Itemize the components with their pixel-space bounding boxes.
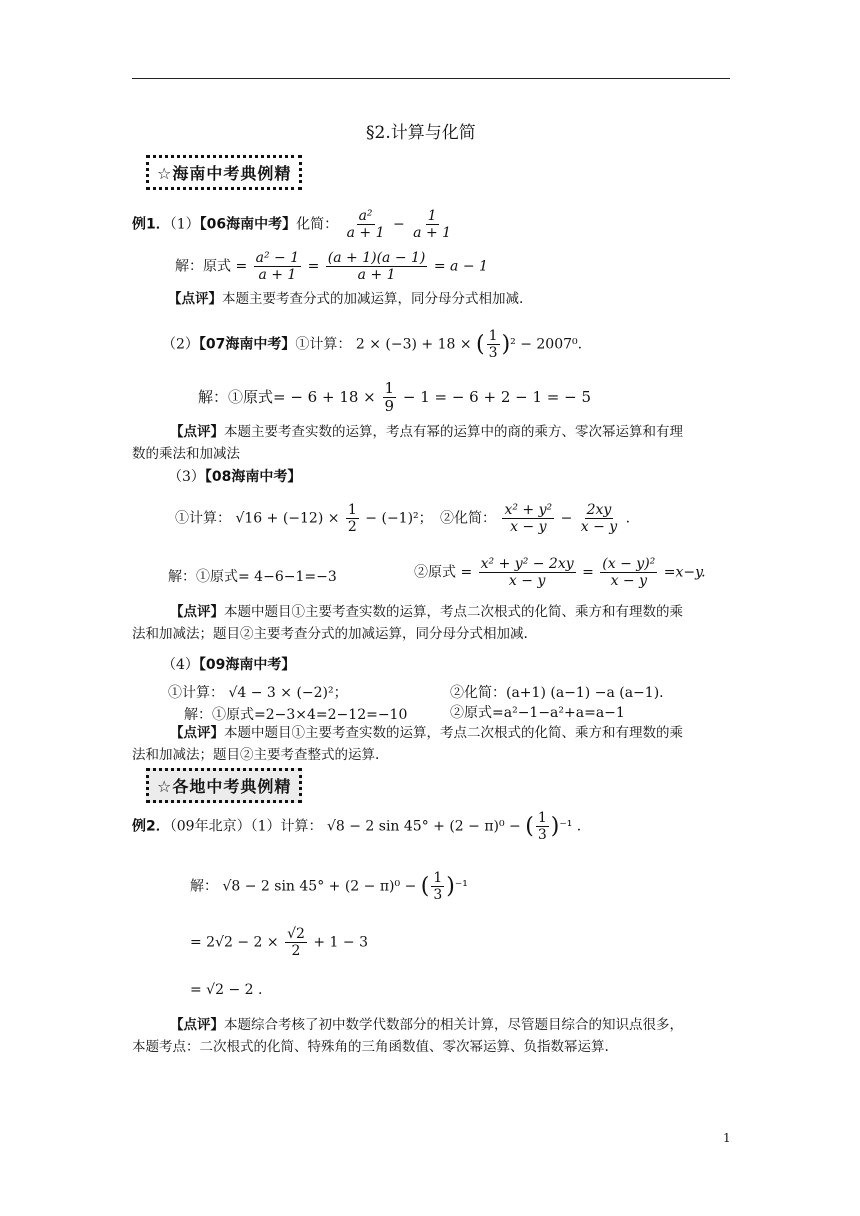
exam-tag: 【08海南中考】: [204, 469, 302, 485]
exam-tag: 【06海南中考】: [199, 216, 297, 233]
solution-result: =x−y.: [663, 564, 706, 581]
fraction: [536, 810, 549, 843]
expression: 2 × (−3) + 18 ×: [355, 336, 472, 353]
fraction-numerator: x² + y²: [504, 502, 553, 518]
example1-solution2: [198, 380, 591, 416]
fraction: [345, 208, 387, 241]
comment-1: [168, 288, 523, 310]
fraction: [346, 502, 359, 535]
example1-question4-task1: ①计算： √4 − 3 × (−2)²；: [168, 685, 348, 701]
comment-3: [132, 601, 683, 645]
comment-text: 本题中题目①主要考查实数的运算，考点二次根式的化简、乘方和有理数的乘: [224, 604, 683, 620]
fraction: [579, 502, 619, 535]
task-text: ①计算：: [175, 510, 231, 527]
part-prefix: （2）: [162, 336, 199, 353]
comment-text: 数的乘法和加减法: [132, 446, 240, 462]
expression: ⁻¹ .: [559, 818, 582, 835]
paren-close: ): [446, 874, 455, 900]
part-prefix: （1）: [169, 216, 200, 233]
comment-4: [132, 722, 683, 766]
task-text: （09年北京）（1）计算：: [169, 818, 323, 835]
expression: √8 − 2 sin 45° + (2 − π)⁰ −: [326, 818, 521, 835]
part-prefix: （3）: [168, 469, 205, 485]
solution-lead: 解：原式 =: [175, 258, 248, 275]
expression: ⁻¹: [454, 878, 468, 895]
fraction-denominator: a + 1: [258, 267, 297, 284]
fraction: [411, 208, 453, 241]
fraction-numerator: (x − y)²: [602, 556, 656, 572]
comment-5: [132, 1014, 683, 1058]
example2-question: [132, 810, 581, 843]
fraction-denominator: a + 1: [346, 225, 385, 242]
fraction-denominator: 9: [384, 397, 395, 416]
operator: −: [392, 216, 405, 233]
fraction: [285, 926, 307, 959]
comment-tag: 【点评】: [170, 1017, 224, 1033]
comment-text: 本题综合考核了初中数学代数部分的相关计算，尽管题目综合的知识点很多，: [224, 1017, 683, 1033]
paren-open: (: [420, 874, 430, 900]
example1-question3-task1: [175, 502, 433, 535]
fraction-denominator: x − y: [510, 519, 547, 536]
solution-lead: 解：①原式= − 6 + 18 ×: [198, 387, 376, 406]
expression: √8 − 2 sin 45° + (2 − π)⁰ −: [222, 878, 417, 895]
fraction: [326, 250, 428, 283]
fraction-numerator: √2: [287, 926, 305, 942]
section-box-hainan: ☆海南中考典例精: [146, 155, 302, 190]
fraction-numerator: 1: [384, 379, 395, 397]
example1-solution3-2: [414, 556, 706, 589]
page-title: §2.计算与化简: [366, 123, 476, 143]
exam-tag: 【07海南中考】: [198, 336, 296, 353]
comment-tag: 【点评】: [170, 604, 224, 620]
example-label: 例2．: [132, 818, 170, 835]
example1-solution3-1: 解：①原式= 4−6−1=−3: [168, 569, 337, 585]
exam-tag: 【09海南中考】: [198, 657, 296, 673]
paren-close: ): [550, 814, 560, 840]
comment-tag: 【点评】: [170, 424, 224, 440]
example1-solution4-2: ②原式=a²−1−a²+a=a−1: [450, 705, 625, 721]
fraction-numerator: a²: [358, 208, 373, 224]
operator: =: [582, 564, 594, 581]
fraction-denominator: x − y: [508, 573, 546, 590]
comment-2: [132, 421, 683, 465]
example2-solution-line1: [190, 870, 468, 903]
paren-open: (: [525, 814, 534, 840]
fraction-denominator: 2: [291, 943, 301, 960]
section-box-various: ☆各地中考典例精: [146, 768, 302, 803]
paren-close: ): [501, 332, 511, 358]
example1-question2: [162, 328, 582, 361]
comment-text: 法和加减法；题目②主要考查分式的加减运算，同分母分式相加减.: [132, 626, 528, 642]
fraction: [431, 870, 444, 903]
fraction-denominator: a + 1: [357, 267, 396, 284]
comment-text: 法和加减法；题目②主要考查整式的运算.: [132, 747, 380, 763]
fraction: [254, 250, 302, 283]
solution-result: = a − 1: [433, 258, 488, 275]
solution-result: − 1 = − 6 + 2 − 1 = − 5: [402, 387, 592, 406]
part-prefix: （4）: [162, 657, 199, 673]
example1-question3-task2: [440, 502, 630, 535]
fraction-denominator: 3: [537, 827, 547, 844]
fraction-denominator: 3: [433, 887, 443, 904]
example1-question4-task2: ②化简：(a+1) (a−1) −a (a−1).: [450, 685, 664, 701]
expression: + 1 − 3: [313, 934, 369, 951]
punctuation: .: [625, 510, 631, 527]
fraction: [383, 380, 397, 416]
fraction-numerator: 1: [488, 328, 498, 344]
example2-solution-line2: [190, 926, 368, 959]
expression: − (−1)²；: [365, 510, 433, 527]
fraction-numerator: 2xy: [586, 502, 612, 518]
task-text: ①计算：: [295, 336, 352, 353]
fraction-denominator: x − y: [610, 573, 647, 590]
fraction-numerator: 1: [433, 870, 443, 886]
header-rule: [132, 78, 730, 79]
comment-text: 本题中题目①主要考查实数的运算，考点二次根式的化简、乘方和有理数的乘: [224, 725, 683, 741]
expression: √16 + (−12) ×: [235, 510, 340, 527]
fraction-numerator: a² − 1: [255, 250, 300, 266]
comment-text: 本题主要考查分式的加减运算，同分母分式相加减.: [222, 291, 524, 307]
fraction-numerator: 1: [427, 208, 437, 224]
operator: =: [307, 258, 320, 275]
comment-text: 本题考点：二次根式的化简、特殊角的三角函数值、零次幂运算、负指数幂运算.: [132, 1039, 609, 1055]
operator: −: [560, 510, 573, 527]
fraction-denominator: a + 1: [413, 225, 452, 242]
expression: ² − 2007⁰.: [510, 336, 583, 353]
solution-lead: 解：: [190, 878, 218, 895]
example1-question1: [132, 208, 455, 241]
fraction: [600, 556, 657, 589]
fraction-denominator: 3: [488, 345, 498, 362]
example2-solution-line3: = √2 − 2 .: [190, 982, 263, 998]
fraction: [487, 328, 500, 361]
example-label: 例1．: [132, 216, 170, 233]
comment-tag: 【点评】: [168, 291, 222, 307]
fraction-numerator: 1: [537, 810, 547, 826]
fraction: [502, 502, 554, 535]
fraction: [479, 556, 576, 589]
example1-question3-header: [168, 466, 301, 486]
fraction-numerator: (a + 1)(a − 1): [327, 250, 426, 266]
fraction-numerator: x² + y² − 2xy: [480, 556, 574, 572]
example1-solution1: [175, 250, 488, 283]
example1-solution4-1: 解：①原式=2−3×4=2−12=−10: [184, 707, 408, 723]
task-text: ②化简：: [440, 510, 496, 527]
task-text: 化简：: [296, 216, 339, 233]
expression: = 2√2 − 2 ×: [190, 934, 279, 951]
paren-open: (: [476, 332, 485, 358]
example1-question4-header: [162, 654, 295, 674]
fraction-denominator: x − y: [580, 519, 618, 536]
comment-text: 本题主要考查实数的运算，考点有幂的运算中的商的乘方、零次幂运算和有理: [224, 424, 683, 440]
solution-lead: ②原式 =: [414, 564, 473, 581]
fraction-denominator: 2: [347, 519, 357, 536]
page-number: 1: [723, 1131, 731, 1145]
comment-tag: 【点评】: [170, 725, 224, 741]
fraction-numerator: 1: [347, 502, 357, 518]
